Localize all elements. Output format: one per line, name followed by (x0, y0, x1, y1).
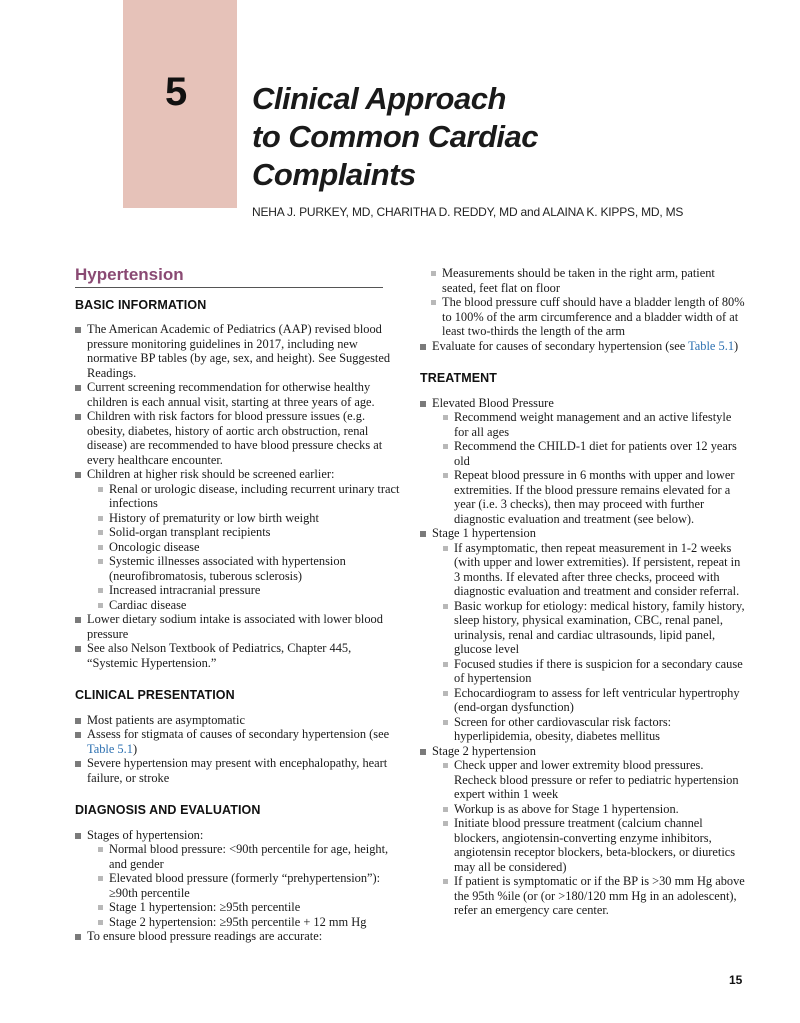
treatment-heading: TREATMENT (420, 371, 498, 385)
sub-list-item: Stage 1 hypertension: ≥95th percentile (87, 900, 405, 915)
sub-list-item: The blood pressure cuff should have a bladder length of 80% to 100% of the arm circumference and a bladder width of at least two-thirds the length of the arm (420, 295, 745, 339)
sub-list-item: Initiate blood pressure treatment (calcium channel blockers, angiotensin-converting enzyme inhibitors, angiotensin receptor blockers, beta-blockers, or diuretics may all be considered) (432, 816, 745, 874)
list-item (75, 828, 405, 930)
chapter-title (252, 80, 672, 194)
sub-list-item: Normal blood pressure: <90th percentile for age, height, and gender (87, 842, 405, 871)
table-5-1-link[interactable]: Table 5.1 (688, 338, 735, 353)
chapter-title-line: Clinical Approach (252, 81, 506, 116)
list-item-text: Elevated Blood Pressure (432, 395, 554, 410)
list-item-text: ) (132, 741, 138, 756)
list-item-text: Assess for stigmata of causes of secondary hypertension (see (87, 727, 390, 741)
basic-information-list (75, 322, 405, 670)
list-item: The American Academic of Pediatrics (AAP) revised blood pressure monitoring guidelines in 2017, including new normative BP tables (by age, sex, and height). See Suggested Readings. (75, 322, 405, 380)
chapter-number: 5 (165, 70, 188, 114)
sub-list-item: Stage 2 hypertension: ≥95th percentile + 12 mm Hg (87, 915, 405, 930)
sub-list-item: Solid-organ transplant recipients (87, 525, 405, 540)
list-item-text: Stage 1 hypertension (432, 526, 536, 540)
sub-list-item: Measurements should be taken in the right arm, patient seated, feet flat on floor (420, 266, 745, 295)
list-item (420, 396, 745, 527)
list-item (420, 526, 745, 744)
list-item (420, 744, 745, 918)
sub-list-item: Oncologic disease (87, 540, 405, 555)
left-column (75, 265, 405, 944)
right-column (420, 266, 745, 918)
section-title: Hypertension (75, 268, 383, 288)
list-item (75, 467, 405, 612)
diagnosis-evaluation-list (75, 828, 405, 944)
sub-list-item: Basic workup for etiology: medical history, family history, sleep history, physical examination, CBC, renal panel, urinalysis, renal and cardiac ultrasounds, lipid panel, glucose level (432, 599, 745, 657)
list-item: Children with risk factors for blood pressure issues (e.g. obesity, diabetes, history of aortic arch obstruction, renal disease) are recommended to have blood pressure checks at every healthcare encounter. (75, 409, 405, 467)
sub-list-item: Workup is as above for Stage 1 hypertension. (432, 802, 745, 817)
sub-list-item: Recommend weight management and an active lifestyle for all ages (432, 410, 745, 439)
sub-list-item: History of prematurity or low birth weight (87, 511, 405, 526)
sub-list-item: Echocardiogram to assess for left ventricular hypertrophy (end-organ dysfunction) (432, 686, 745, 715)
sub-list-item: Repeat blood pressure in 6 months with upper and lower extremities. If the blood pressure remains elevated for a year (i.e. 3 checks), then may proceed with further diagnostic evaluation and treatment (see below). (432, 468, 745, 526)
sub-list-item: Recommend the CHILD-1 diet for patients over 12 years old (432, 439, 745, 468)
sub-list-item: Elevated blood pressure (formerly “prehypertension”): ≥90th percentile (87, 871, 405, 900)
sub-list-item: Renal or urologic disease, including recurrent urinary tract infections (87, 482, 405, 511)
sub-list (87, 842, 405, 929)
sub-list-item: If asymptomatic, then repeat measurement in 1-2 weeks (with upper and lower extremities). If persistent, repeat in 3 months. If elevated after three checks, proceed with diagnostic evaluation and treatment and consider referral. (432, 541, 745, 599)
sub-list-item: Check upper and lower extremity blood pressures. Recheck blood pressure or refer to pediatric hypertension expert within 1 week (432, 758, 745, 802)
chapter-title-line: Complaints (252, 157, 416, 192)
table-5-1-link[interactable]: Table 5.1 (87, 741, 133, 756)
list-item: To ensure blood pressure readings are accurate: (75, 929, 405, 944)
list-item-text: Evaluate for causes of secondary hypertension (see (432, 338, 689, 353)
clinical-presentation-list (75, 713, 405, 786)
list-item-text: Stages of hypertension: (87, 827, 204, 842)
list-item (75, 727, 405, 756)
sub-list (87, 482, 405, 613)
list-item: Current screening recommendation for otherwise healthy children is each annual visit, starting at three years of age. (75, 380, 405, 409)
chapter-title-line: to Common Cardiac (252, 119, 539, 154)
sub-list (432, 410, 745, 526)
list-item: See also Nelson Textbook of Pediatrics, Chapter 445, “Systemic Hypertension.” (75, 641, 405, 670)
sub-list (432, 541, 745, 744)
sub-list-item: Increased intracranial pressure (87, 583, 405, 598)
list-item: Lower dietary sodium intake is associated with lower blood pressure (75, 612, 405, 641)
sub-list (420, 266, 745, 339)
diagnosis-evaluation-heading: DIAGNOSIS AND EVALUATION (75, 803, 261, 817)
list-item-text: ) (734, 338, 739, 353)
clinical-presentation-heading: CLINICAL PRESENTATION (75, 688, 235, 702)
diagnosis-evaluation-list-continued (420, 339, 745, 354)
sub-list-item: Systemic illnesses associated with hypertension (neurofibromatosis, tuberous sclerosis) (87, 554, 405, 583)
list-item (420, 339, 745, 354)
list-item-text: Children at higher risk should be screened earlier: (87, 467, 335, 481)
sub-list-item: Screen for other cardiovascular risk factors: hyperlipidemia, obesity, diabetes mellitus (432, 715, 745, 744)
list-item: Severe hypertension may present with encephalopathy, heart failure, or stroke (75, 756, 405, 785)
list-item: Most patients are asymptomatic (75, 713, 405, 728)
chapter-authors: NEHA J. PURKEY, MD, CHARITHA D. REDDY, MD and ALAINA K. KIPPS, MD, MS (252, 205, 684, 219)
page-number: 15 (729, 973, 743, 987)
sub-list-item: Cardiac disease (87, 598, 405, 613)
list-item-text: Stage 2 hypertension (432, 743, 536, 758)
treatment-list (420, 396, 745, 918)
sub-list-item: If patient is symptomatic or if the BP is >30 mm Hg above the 95th %ile (or (or >180/120 mm Hg in an adolescent), refer an emergency care center. (432, 874, 745, 918)
sub-list-item: Focused studies if there is suspicion for a secondary cause of hypertension (432, 657, 745, 686)
sub-list (432, 758, 745, 918)
basic-information-heading: BASIC INFORMATION (75, 297, 207, 312)
